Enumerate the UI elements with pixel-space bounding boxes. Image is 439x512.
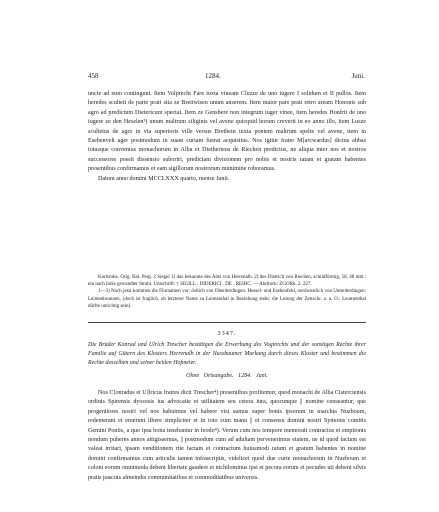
footnote-commentary: 1—3) Noch jetzt kommen die Flurnamen vor: östlich von Oberderdingen: Hessel- und Esebenfeld, nordwestlich von Unterderdingen: Leimenbrunnen, (doch ist fraglich, ob letzterer Name zu Leimenthal in Beziehung steht; die Lesung der Zeitschr. a. a. O.: Leumenthal dürfte unrichtig sein). xyxy=(88,289,366,309)
charter-text xyxy=(88,389,366,483)
source-notes xyxy=(88,274,366,310)
header-month: Juni. xyxy=(351,72,365,80)
page-number: 458 xyxy=(88,72,99,80)
dateline-place: Ohne Ortsangabe. xyxy=(186,373,234,379)
body-paragraph: uncie ad eum contingunt. Item Volprecht Fare iuxta vineam Cluzze de uno iugere I solidum et II pullos. Item heredes sculteti de parte prati sita ze Breitwisen unum anserem. Item maior pars prati retro aream Hononis sub agro ad predictum Dietericum spectat. Item ze Gensbere non integrum iuger vinee, item heredes Honfrit de uno iugere ze den Heselen³) unum maltrum siliginis vel avene quicquid horum creverit in eo anno illo, item Lusze scultetus de agro in via superioris ville versus Bretbein iuxta pontem maltrum spelte vel avene, item in Esebenvelt ager postmodum in suam curiam fuerat acquisitus. Nos igitur frater M[arcwardus] dictus abbas totusque conventus monachorum in Alba et Dietherieus de Riechen predictus, ne aliqua inter nos et nostros successores possit dissensio suboriri, predictam divisionem pro nobis et nostris ratam et gratam habentes presentibus confirmamus et eam sigillorum nostrorum munimine roboramus. xyxy=(88,91,366,173)
charter-summary: Die Brüder Konrad und Ulrich Trescher bestätigen die Erwerbung des Vogtrechts und der sonstigen Rechte ihrer Familie auf Gütern des Klosters Herrenalb in der Nussbaumer Markung durch dieses Kloster und bestimmen die Rechte desselben und seiner beiden Hofmeier. xyxy=(88,342,366,367)
running-header xyxy=(88,71,365,81)
charter-dateline xyxy=(88,372,366,381)
charter-number: 3347. xyxy=(217,330,237,337)
dating-clause: Datum anno domini MCCLXXX quarto, mense Junii. xyxy=(98,175,230,182)
continued-document-text xyxy=(88,90,366,184)
charter-paragraph: Nos C[onradus et U]lricus fratres dicti Trescher⁴) presentibus profitemur, quod monachi de Alba Cisterciensis ordinis Spirensis dyocesis ius advocatie et utilitatem seu cetera iura, quocunque || nomine censeantur, que progenitores nostri vel nos habuimus vel habere visi sumus super bonis ipsorum in marchia Nuzboum, redemerant et emerunt libere simpliciter et in toto cum manu || et consensu domini nostri Symonis comitis Gemini Pontis, a quo ipsa bona tenebantur in feodo⁴). Verum cum nos tempore memorati contractus et emptionis nondum puberes annos attigissemus, || postmodum cum ad adultam pervenerimus etatem, ne id quod factum est valeat irritari, ipsam venditionem rite factam et contractum huiusmodi ratum et gratum habentes in nomine domini confirmamus cum articulis tamen infrascriptis, videlicet quod due curie monachorum in Nuzboum et coloni eorum omnimoda debent libertate gaudere et nichilominus ipsi et pecora eorum et pecudes uti debent silvis pratis pascuis almeindis communitatibus et commoditatibus universis. xyxy=(88,390,366,481)
header-year: 1284. xyxy=(205,72,221,80)
section-divider xyxy=(88,322,366,323)
dateline-year: 1284. xyxy=(238,373,252,379)
dateline-month: Juni. xyxy=(256,373,268,379)
source-description: Karlsruhe. Orig. Bal. Perg. 2 Siegel 1) das bekannte des Abts von Herrenalb. 2) des Dietrich von Riechen, schildförmig, 58, 48 mm.: ein nach links gewandter Strahl. Umschrift: † SIGILL . DIDERICI . DE . REIHC. — Abdruck: ZGORh. 2. 227. xyxy=(88,275,366,288)
